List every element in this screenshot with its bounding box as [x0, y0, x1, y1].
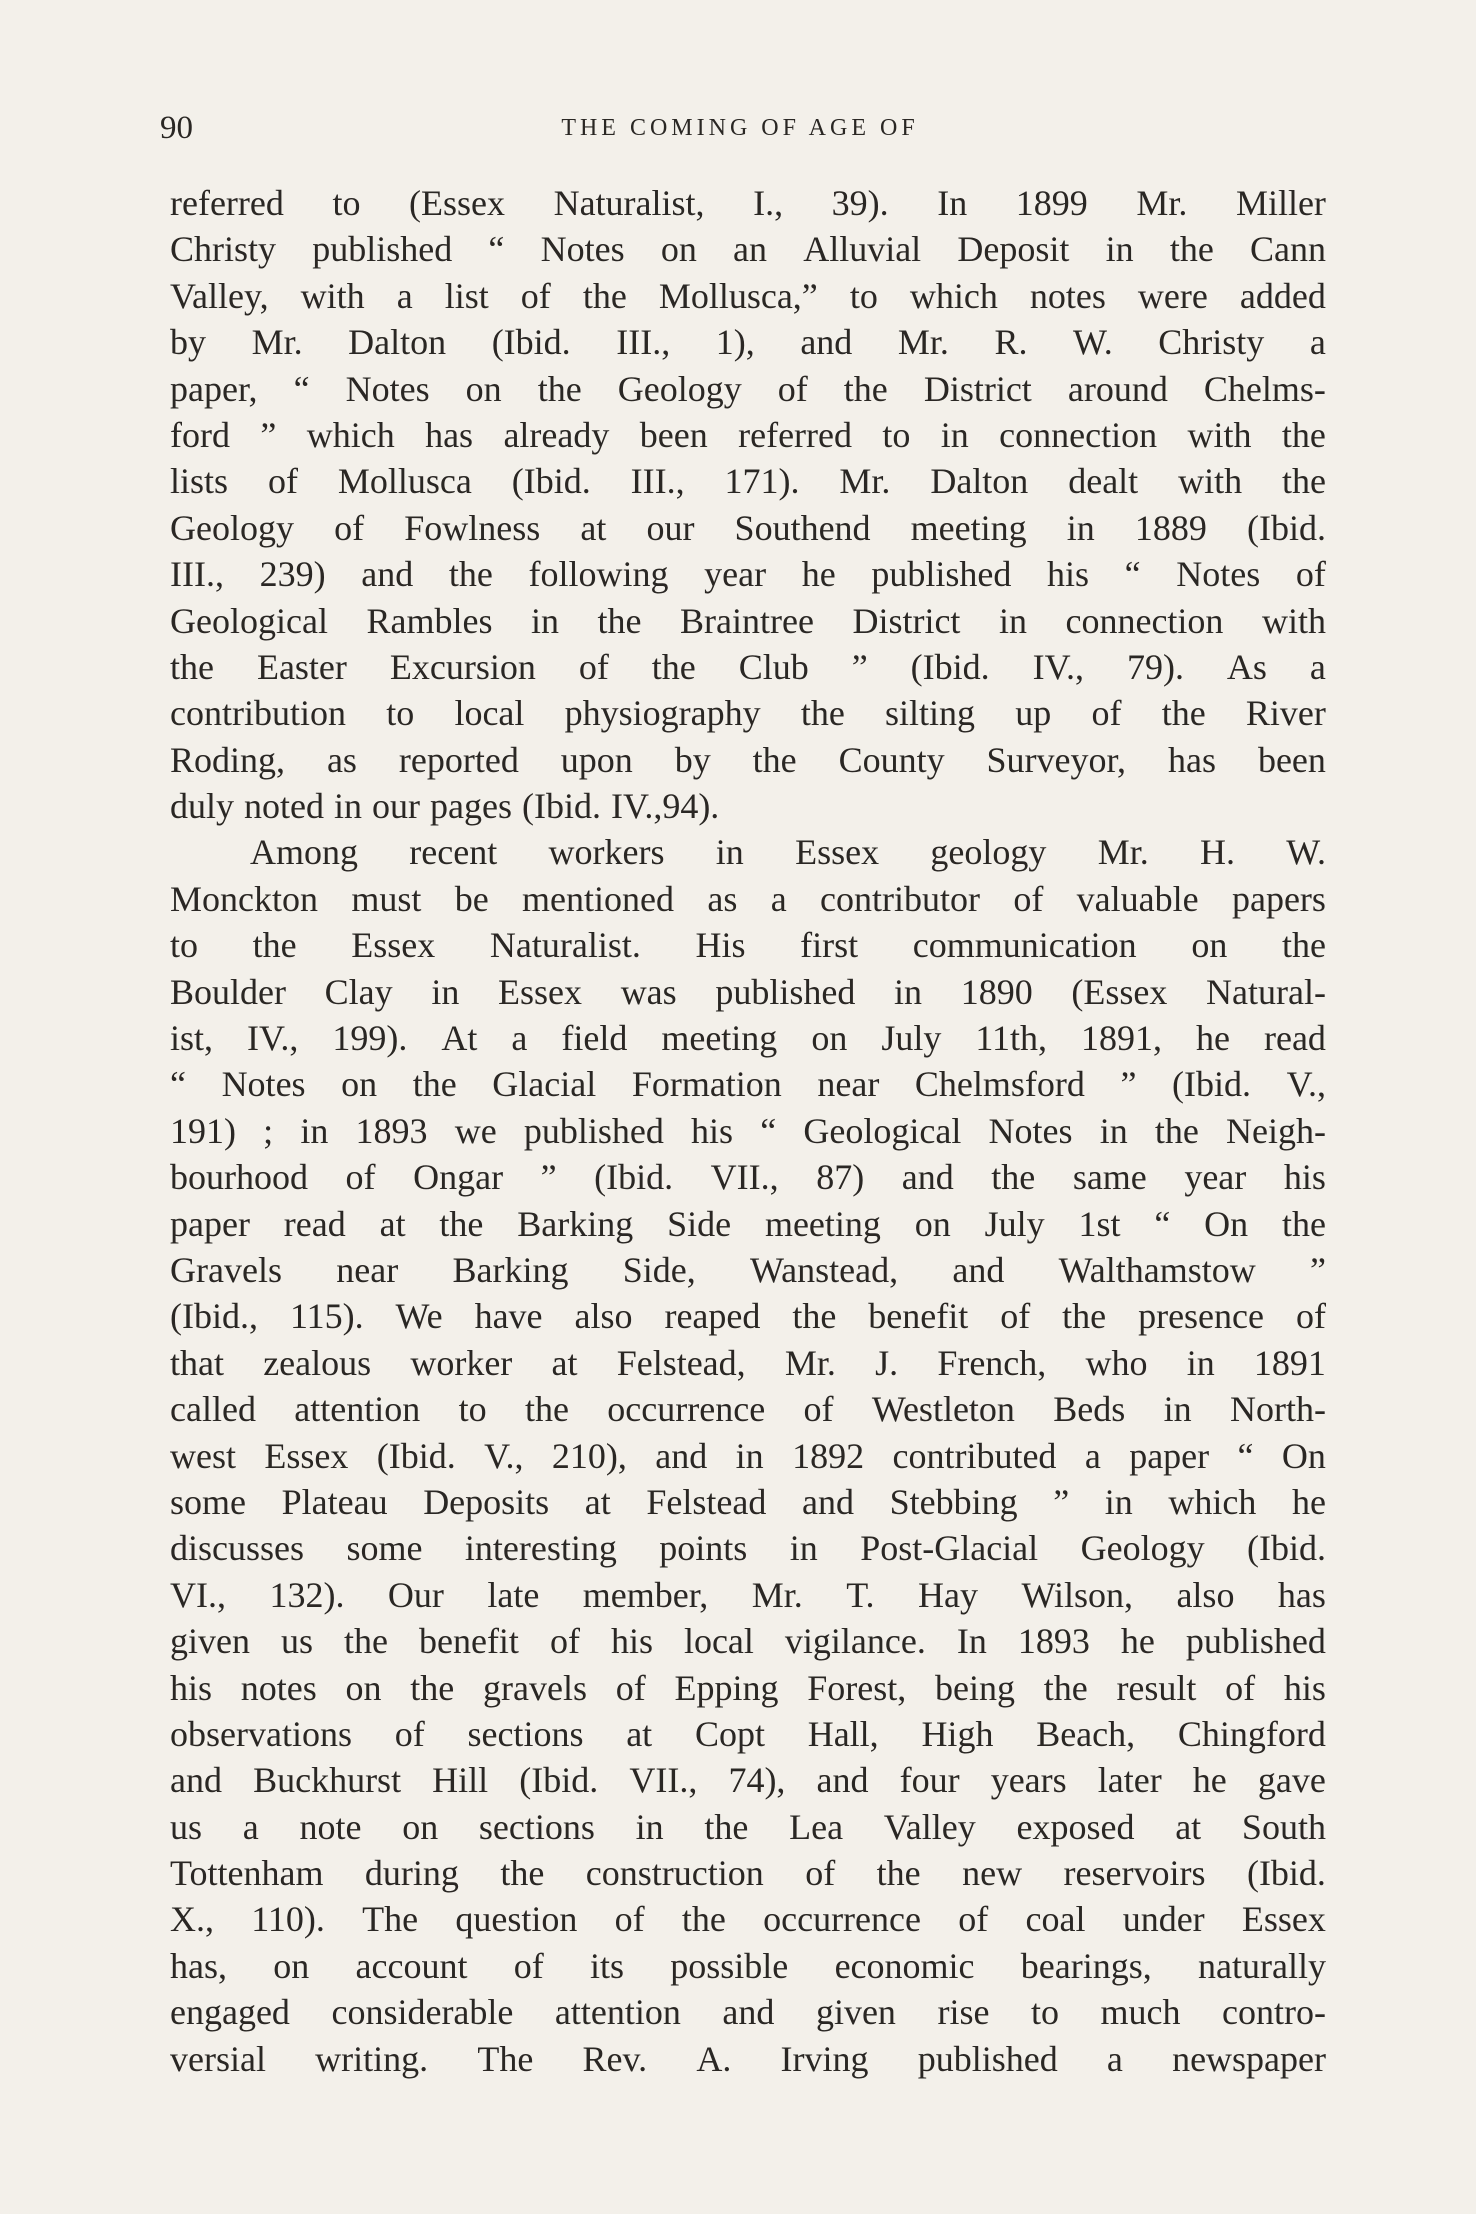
text-line: X., 110). The question of the occurrence of coal under Essex	[170, 1899, 1326, 1940]
text-line: Valley, with a list of the Mollusca,” to which notes were added	[170, 275, 1326, 316]
text-line: west Essex (Ibid. V., 210), and in 1892 contributed a paper “ On	[170, 1435, 1326, 1476]
text-line: duly noted in our pages (Ibid. IV.,94).	[170, 786, 720, 827]
text-line: contribution to local physiography the silting up of the River	[170, 693, 1326, 734]
body-text	[170, 180, 1326, 2082]
text-line: discusses some interesting points in Post-Glacial Geology (Ibid.	[170, 1528, 1326, 1569]
text-line: by Mr. Dalton (Ibid. III., 1), and Mr. R. W. Christy a	[170, 322, 1326, 363]
page-number: 90	[160, 110, 193, 146]
text-line: Christy published “ Notes on an Alluvial Deposit in the Cann	[170, 229, 1326, 270]
text-line: (Ibid., 115). We have also reaped the benefit of the presence of	[170, 1296, 1326, 1337]
text-line: Tottenham during the construction of the new reservoirs (Ibid.	[170, 1853, 1326, 1894]
text-line: “ Notes on the Glacial Formation near Chelmsford ” (Ibid. V.,	[170, 1064, 1326, 1105]
running-head: THE COMING OF AGE OF	[561, 115, 919, 141]
text-line: observations of sections at Copt Hall, High Beach, Chingford	[170, 1713, 1326, 1754]
text-line: engaged considerable attention and given rise to much contro-	[170, 1992, 1326, 2033]
text-line: Geology of Fowlness at our Southend meeting in 1889 (Ibid.	[170, 507, 1326, 548]
text-line: lists of Mollusca (Ibid. III., 171). Mr. Dalton dealt with the	[170, 461, 1326, 502]
text-line: 191) ; in 1893 we published his “ Geological Notes in the Neigh-	[170, 1110, 1326, 1151]
text-line: referred to (Essex Naturalist, I., 39). In 1899 Mr. Miller	[170, 183, 1326, 223]
text-line: and Buckhurst Hill (Ibid. VII., 74), and four years later he gave	[170, 1760, 1326, 1801]
text-line: that zealous worker at Felstead, Mr. J. French, who in 1891	[170, 1342, 1326, 1383]
text-line: bourhood of Ongar ” (Ibid. VII., 87) and the same year his	[170, 1157, 1326, 1198]
text-line: III., 239) and the following year he published his “ Notes of	[170, 554, 1326, 595]
text-line: paper read at the Barking Side meeting on July 1st “ On the	[170, 1203, 1326, 1244]
text-line: Geological Rambles in the Braintree District in connection with	[170, 600, 1326, 641]
text-line: to the Essex Naturalist. His first communication on the	[170, 925, 1326, 966]
text-line: Roding, as reported upon by the County Surveyor, has been	[170, 739, 1326, 780]
text-line: ford ” which has already been referred to in connection with the	[170, 414, 1326, 455]
text-line: paper, “ Notes on the Geology of the District around Chelms-	[170, 368, 1326, 409]
text-line: his notes on the gravels of Epping Forest, being the result of his	[170, 1667, 1326, 1708]
text-line: some Plateau Deposits at Felstead and Stebbing ” in which he	[170, 1481, 1326, 1522]
text-line: ist, IV., 199). At a field meeting on July 11th, 1891, he read	[170, 1018, 1326, 1059]
text-line: has, on account of its possible economic bearings, naturally	[170, 1945, 1326, 1986]
text-line: given us the benefit of his local vigilance. In 1893 he published	[170, 1621, 1326, 1662]
text-line: Among recent workers in Essex geology Mr. H. W.	[250, 832, 1326, 873]
text-line: called attention to the occurrence of Westleton Beds in North-	[170, 1389, 1326, 1430]
page-header	[160, 108, 1320, 148]
text-line: Boulder Clay in Essex was published in 1890 (Essex Natural-	[170, 971, 1326, 1012]
text-line: versial writing. The Rev. A. Irving published a newspaper	[170, 2038, 1326, 2079]
text-line: Monckton must be mentioned as a contributor of valuable papers	[170, 878, 1326, 919]
text-line: us a note on sections in the Lea Valley exposed at South	[170, 1806, 1326, 1847]
text-line: VI., 132). Our late member, Mr. T. Hay Wilson, also has	[170, 1574, 1326, 1615]
text-line: the Easter Excursion of the Club ” (Ibid. IV., 79). As a	[170, 646, 1326, 687]
text-line: Gravels near Barking Side, Wanstead, and Walthamstow ”	[170, 1249, 1326, 1290]
